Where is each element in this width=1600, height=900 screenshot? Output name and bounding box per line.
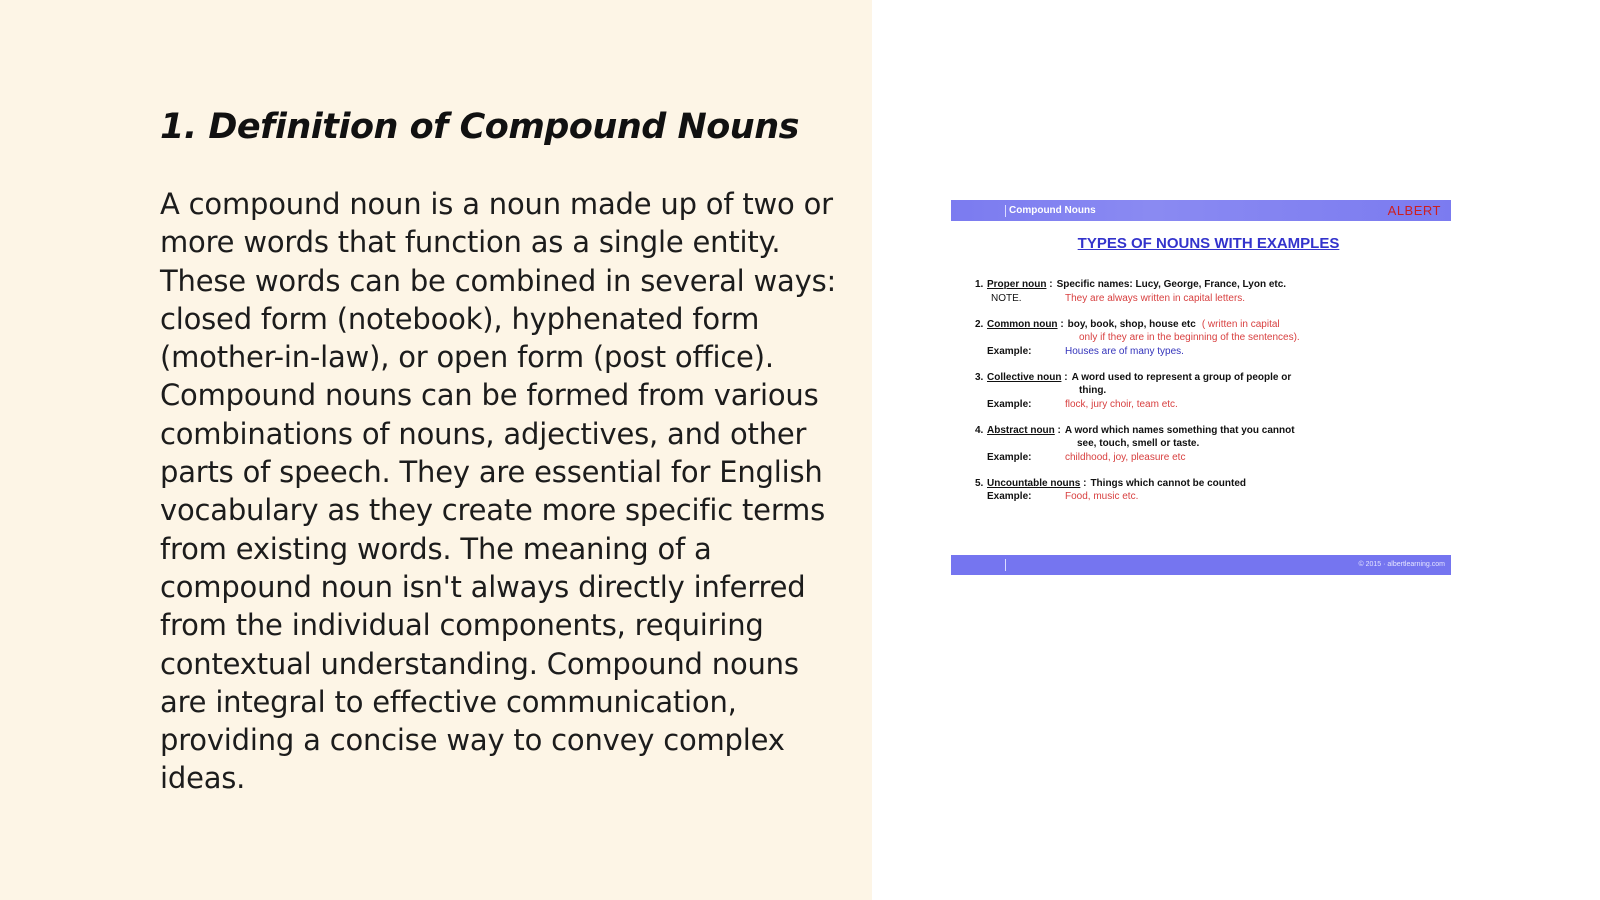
list-item-collective-noun xyxy=(975,371,1445,412)
item-definition: A word used to represent a group of people or xyxy=(1071,371,1292,383)
example-label: Example: xyxy=(987,398,1032,410)
item-definition: A word which names something that you cannot xyxy=(1064,424,1295,436)
item-term: Collective noun xyxy=(987,371,1062,383)
example-text: Food, music etc. xyxy=(1065,491,1139,502)
item-colon: : xyxy=(1054,424,1061,436)
item-number: 4. xyxy=(975,424,984,436)
item-number: 2. xyxy=(975,318,984,330)
slide-header-bar xyxy=(951,200,1451,221)
albert-logo: ALBERT xyxy=(1387,203,1441,218)
item-number: 5. xyxy=(975,477,984,489)
types-of-nouns-slide-image xyxy=(951,200,1451,575)
list-item-uncountable-nouns xyxy=(975,477,1445,504)
list-item-common-noun xyxy=(975,318,1445,359)
item-term: Common noun xyxy=(987,318,1058,330)
slide-header-divider xyxy=(1005,205,1006,217)
item-colon: : xyxy=(1080,477,1087,489)
definition-paragraph: A compound noun is a noun made up of two or more words that function as a single entity. These words can be combined in several ways: closed form (notebook), hyphenated form (mother-in-law), or open form (post office). Compound nouns can be formed from various combinations of nouns, adjectives, and other parts of speech. They are essential for English vocabulary as they create more specific terms from existing words. The meaning of a compound noun isn't always directly inferred from the individual components, requiring contextual understanding. Compound nouns are integral to effective communication, providing a concise way to convey complex ideas. xyxy=(160,187,837,796)
item-colon: : xyxy=(1057,318,1064,330)
item-term: Abstract noun xyxy=(987,424,1055,436)
example-text: childhood, joy, pleasure etc xyxy=(1065,451,1186,463)
slide-title: TYPES OF NOUNS WITH EXAMPLES xyxy=(1077,235,1340,252)
slide-footer-bar xyxy=(951,555,1451,575)
note-text: They are always written in capital letters. xyxy=(1065,292,1246,304)
example-label: Example: xyxy=(987,451,1032,463)
item-definition: boy, book, shop, house etc xyxy=(1067,318,1196,330)
item-number: 1. xyxy=(975,279,984,290)
list-item-abstract-noun xyxy=(975,424,1445,465)
example-text: flock, jury choir, team etc. xyxy=(1065,398,1178,410)
noun-types-list xyxy=(975,278,1445,516)
item-term: Uncountable nouns xyxy=(987,477,1081,489)
example-label: Example: xyxy=(987,491,1032,502)
item-definition-note-continued: only if they are in the beginning of the sentences). xyxy=(1079,332,1300,343)
section-heading: 1. Definition of Compound Nouns xyxy=(160,107,799,147)
item-number: 3. xyxy=(975,371,984,383)
slide-copyright: © 2015 · albertlearning.com xyxy=(1358,561,1445,568)
example-text: Houses are of many types. xyxy=(1065,345,1184,357)
item-definition-continued: thing. xyxy=(1079,385,1107,396)
item-definition: Things which cannot be counted xyxy=(1090,477,1247,489)
item-term: Proper noun xyxy=(987,279,1047,290)
item-definition: Specific names: Lucy, George, France, Lyon etc. xyxy=(1056,279,1287,290)
item-definition-continued: see, touch, smell or taste. xyxy=(1077,438,1200,449)
list-item-proper-noun xyxy=(975,278,1445,305)
example-label: Example: xyxy=(987,345,1032,357)
item-definition-note: ( written in capital xyxy=(1201,318,1280,330)
note-label: NOTE. xyxy=(991,292,1022,304)
slide-footer-divider xyxy=(1005,559,1006,571)
item-colon: : xyxy=(1046,279,1053,290)
slide-header-title: Compound Nouns xyxy=(1009,205,1096,216)
item-colon: : xyxy=(1061,371,1068,383)
